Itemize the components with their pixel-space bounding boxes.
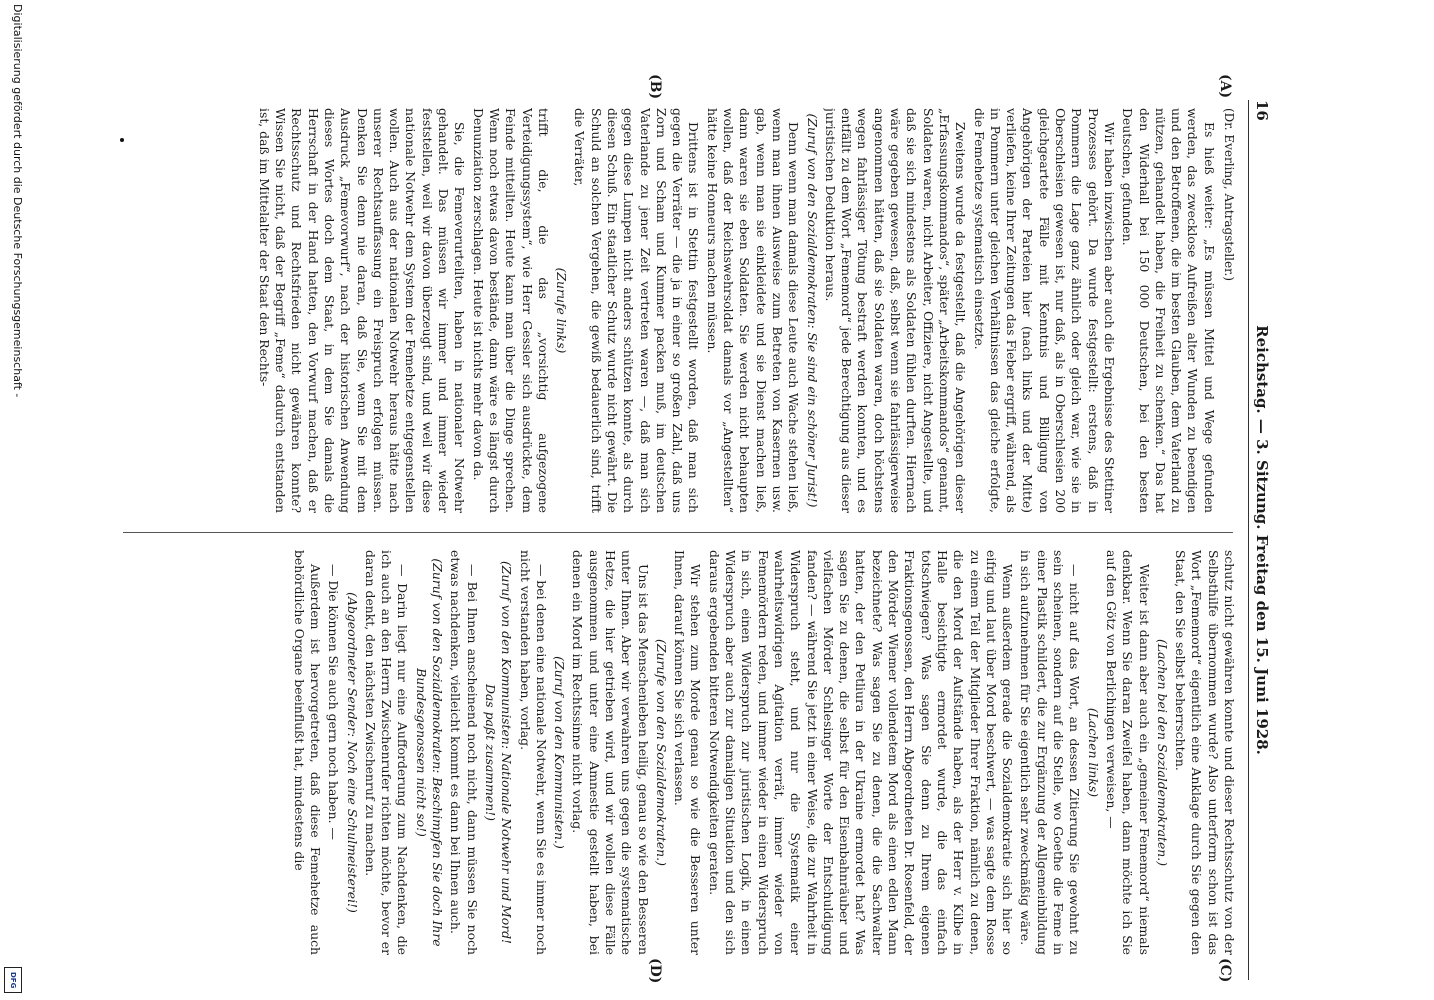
- paragraph: — Bei Ihnen anscheinend noch nicht, dann müssen Sie noch etwas nachdenken, vielleicht kommt es dann bei Ihnen auch.: [448, 550, 480, 955]
- paragraph: Zweitens wurde da festgestellt, daß die Angehörigen dieser „Erfassungskommandos“, später „Arbeitskommandos“ genannt, Soldaten waren, nicht Arbeiter, Offiziere, nicht Angestellte, und daß sie sich mindestens als Soldaten fühlen durften. Hiernach wäre gegeben gewesen, daß, selbst wenn sie fahrlässigerweise angenommen hätten, daß sie Soldaten waren, doch höchstens wegen fahrlässiger Tötung bestraft werden konnten, und es entfällt zu dem Wort „Fememord“ jede Berechtigung aus dieser juristischen Deduktion heraus.: [822, 108, 969, 513]
- interjection: (Zurufe links): [554, 267, 570, 354]
- paragraph: — bei denen eine nationale Notwehr, wenn Sie es immer noch nicht verstanden haben, vorlag.: [517, 550, 549, 955]
- paragraph: Denn wenn man damals diese Leute auch Wache stehen ließ, wenn man ihnen Ausweise zum Betreten von Kasernen usw. gab, wenn man sie einkleidete und sie Dienst machen ließ, dann waren sie eben Soldaten. Sie werden nicht behaupten wollen, daß der Reichswehrsoldat damals vor „Angestellten“ hätte keine Honneurs machen müssen.: [704, 108, 802, 513]
- speaker-tag: (Dr. Everling, Antragsteller.): [1222, 108, 1236, 282]
- right-column: [117, 550, 1237, 955]
- paragraph: trifft die, die das „vorsichtig aufgezogene Verteidigungssystem“, wie Herr Gessler sich ausdrückte, dem Feinde mitteilten. Heute kann man über die Dinge sprechen. Wenn noch etwas davon bestände, dann wäre es längst durch Denunziation zerschlagen. Heute ist nichts mehr davon da.: [470, 108, 551, 513]
- interjection: (Zuruf von den Sozialdemokraten: Beschimpfen Sie doch Ihre Bundesgenossen nicht so!): [413, 558, 446, 947]
- paragraph: Wenn außerdem gerade die Sozialdemokratie sich hier so eifrig und laut über Mord beschwert, — was sagte dem Rosse zu einem Teil der Mitglieder Ihrer Fraktion, nämlich zu denen, die den Mord der Aufstände haben, als der Herr v. Kilbe in Halle besichtigte ermordet wurde, die das einfach totschwiegen? Was sagen Sie denn zu Ihrem eigenen Fraktionsgenossen, den Herrn Abgeordneten Dr. Rosenfeld, der den Mörder Wiemer vollendetem Mord als einen edlen Mann bezeichnete? Was sagen Sie zu denen, die die Sachwalter hatten, der den Petliura in der Ukraine ermordet hat? Was sagen Sie zu denen, die selbst für den Eisenbahnräuber und vielfachen Mörder Schlesinger Worte der Entschuldigung fanden? — während Sie jetzt in einer Weise, die zur Wahrheit in Widerspruch steht, und nur die Systematik einer wahrheitswidrigen Agitation verrät, immer wieder von Fememördern reden, und immer wieder in einen Widerspruch in sich, einen Widerspruch zur juristischen Logik, in einen Widerspruch aber auch zur damaligen Situation und den sich daraus ergebenden bitteren Notwendigkeiten geraten.: [706, 550, 1016, 955]
- paragraph: Sie, die Femeverurteilten, haben in nationaler Notwehr gehandelt. Das müssen wir immer und immer wieder feststellen, weil wir davon überzeugt sind, und weil wir diese nationale Notwehr dem System der Femehetze entgegenstellen wollen. Auch aus der nationalen Notwehr heraus hätte nach unserer Rechtsauffassung ein Freispruch erfolgen müssen. Denken Sie denn nie daran, daß Sie, wenn Sie mit dem Ausdruck „Femevorwurf“, nach der historischen Anwendung dieses Wortes doch dem Staat, in dem Sie damals die Herrschaft in der Hand hatten, den Vorwurf machen, daß er Rechtsschutz und Rechtsfrieden nicht gewähren konnte? Wissen Sie nicht, daß der Begriff „Feme“ dadurch entstanden ist, daß im Mittelalter der Staat den Rechts-: [256, 108, 468, 513]
- interjection: (Zurufe von den Sozialdemokraten.): [653, 639, 669, 866]
- paragraph: Uns ist das Menschenleben heilig, genau so wie den Besseren unter Ihnen. Aber wir verwahren uns gegen die systematische Hetze, die hier getrieben wird, und wir wollen diese Fälle ausgenommen und unter eine Amnestie gestellt haben, bei denen ein Mord im Rechtssinne nicht vorlag.: [570, 550, 651, 955]
- interjection: (Lachen bei den Sozialdemokraten.): [1154, 638, 1170, 867]
- margin-letter-c: (C): [1217, 958, 1233, 983]
- interjection: (Abgeordneter Sender: Noch eine Schulmeisterei!): [344, 592, 360, 913]
- dfg-logo: DFG: [4, 967, 22, 993]
- paragraph: Wir stehen zum Morde genau so wie die Besseren unter Ihnen, darauf können Sie sich verlassen.: [672, 550, 704, 955]
- paragraph: Weiter ist dann aber auch ein „gemeiner Fememord“ niemals denkbar. Wenn Sie daran Zweifel haben, dann möchte ich Sie auf den Götz von Berlichingen verweisen, —: [1103, 550, 1152, 955]
- interjection: (Zuruf von den Kommunisten: Nationale Notwehr und Mord! Das paßt zusammen!): [482, 560, 515, 945]
- paragraph: Außerdem ist hervorgetreten, daß diese Femehetze auch behördliche Organe beeinflußt hat, mindestens die: [291, 550, 323, 955]
- left-column: [117, 108, 1237, 513]
- column-divider: [123, 532, 1233, 533]
- interjection: (Zuruf von den Kommunisten.): [552, 656, 568, 849]
- paragraph: Wir haben inzwischen aber auch die Ergebnisse des Stettiner Prozesses gehört. Da wurde festgestellt: erstens, daß in Pommern die Lage ganz ähnlich oder gleich war, wie sie in Oberschlesien gewesen ist, nur daß, als in Oberschlesien 200 gleichgeartete Fälle mit Kenntnis und Billigung von Angehörigen der Parteien hier (nach links und der Mitte) verliefen, keine Ihrer Zeitungen das Fieber ergriff, während, als in Pommern unter gleichen Verhältnissen das gleiche erfolgte, die Femehetze systematisch einsetzte.: [971, 108, 1117, 513]
- page-header: [1248, 100, 1273, 980]
- paragraph: — nicht auf das Wort, an dessen Zitierung Sie gewohnt zu sein scheinen, sondern auf die Stelle, wo Goethe die Feme in einer Plastik schildert, die zur Ergänzung der Allgemeinbildung in sich aufzunehmen für Sie eigentlich sehr zweckmäßig wäre.: [1018, 550, 1083, 955]
- paragraph: schutz nicht gewähren konnte und dieser Rechtsschutz von der Selbsthilfe übernommen wurde? Also unterform schon ist das Wort „Fememord“ eigentlich eine Anklage durch Sie gegen den Staat, den Sie selbst beherrschten.: [1173, 550, 1237, 955]
- digitization-credit: [0, 0, 30, 1000]
- paragraph: Es hieß weiter: „Es müssen Mittel und Wege gefunden werden, das zwecklose Aufreißen alter Wunden zu beendigen und den Betroffenen, die im besten Glauben, dem Vaterland zu nützen, gehandelt haben, die Freiheit zu schenken.“ Das hat den Widerhall bei 150 000 Deutschen, bei den besten Deutschen, gefunden.: [1120, 108, 1217, 513]
- paragraph: — Darin liegt nur eine Aufforderung zum Nachdenken, die ich auch an den Herrn Zwischenrufer richten möchte, bevor er daran denkt, den nächsten Zwischenruf zu machen.: [362, 550, 411, 955]
- margin-letter-d: (D): [647, 958, 663, 984]
- interjection: (Lachen links): [1085, 707, 1101, 798]
- margin-letter-b: (B): [647, 74, 663, 100]
- paragraph: — Die können Sie auch gern noch haben. —: [326, 564, 342, 840]
- credit-text: Digitalisierung gefördert durch die Deutsche Forschungsgemeinschaft -: [11, 4, 24, 398]
- paragraph: Drittens ist in Stettin festgestellt worden, daß man sich gegen die Verräter — die ja in einer so großen Zahl, daß uns Zorn und Scham und Kummer packen muß, im deutschen Vaterlande zu jener Zeit vertreten waren —, daß man sich gegen diese Lumpen nicht anders schützen konnte, als durch diesen Schuß. Ein staatlicher Schutz wurde nicht gewährt. Die Schuld an solchen Vergehen, die gewiß bedauerlich sind, trifft die Verräter,: [572, 108, 702, 513]
- margin-letter-a: (A): [1217, 74, 1233, 99]
- page-number: 16: [1253, 100, 1271, 121]
- running-title: Reichstag. — 3. Sitzung. Freitag den 15. Juni 1928.: [1253, 325, 1271, 755]
- document-page: [103, 74, 1273, 984]
- interjection: (Zuruf von den Sozialdemokraten: Sie sind ein schöner Jurist!): [804, 113, 820, 508]
